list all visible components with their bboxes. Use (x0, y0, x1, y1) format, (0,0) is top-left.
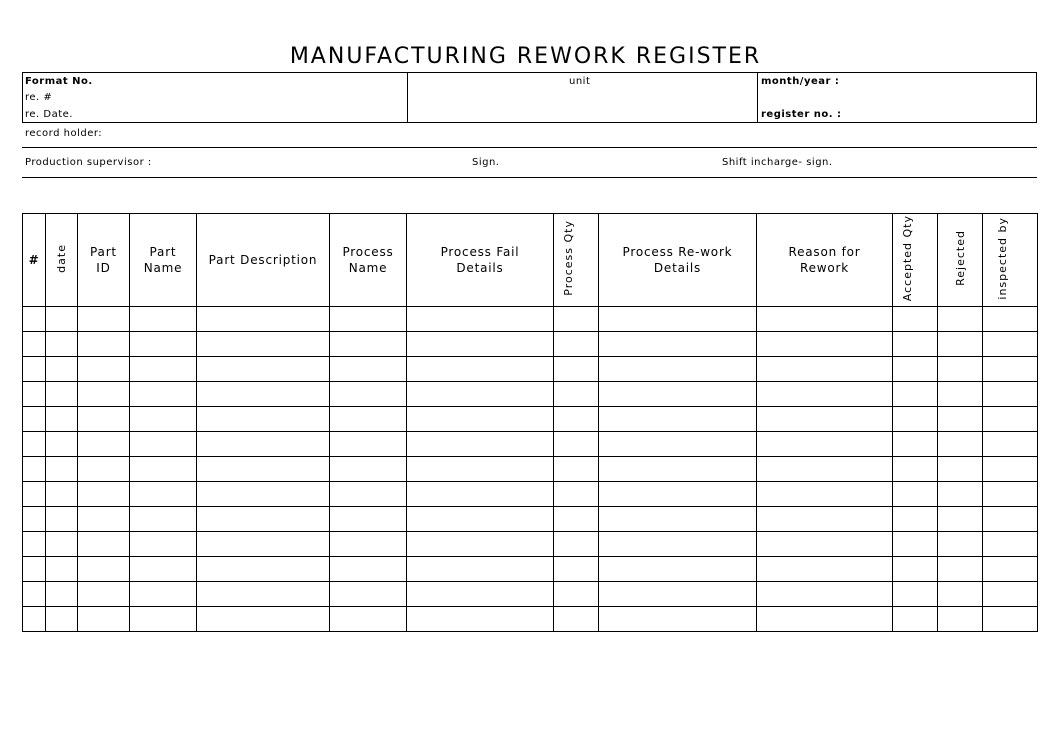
col-process-qty: Process Qty (554, 214, 599, 307)
table-cell[interactable] (599, 557, 757, 582)
table-cell[interactable] (938, 482, 983, 507)
table-cell[interactable] (983, 557, 1038, 582)
table-cell[interactable] (46, 382, 78, 407)
page-title: MANUFACTURING REWORK REGISTER (289, 44, 762, 69)
table-cell[interactable] (983, 507, 1038, 532)
table-row (23, 457, 1038, 482)
table-cell[interactable] (407, 407, 554, 432)
table-cell[interactable] (983, 357, 1038, 382)
table-row (23, 307, 1038, 332)
table-cell[interactable] (197, 332, 330, 357)
table-cell[interactable] (78, 307, 130, 332)
table-row (23, 332, 1038, 357)
table-cell[interactable] (407, 532, 554, 557)
table-cell[interactable] (46, 507, 78, 532)
table-cell[interactable] (554, 532, 599, 557)
table-cell[interactable] (197, 407, 330, 432)
table-cell[interactable] (893, 507, 938, 532)
table-cell[interactable] (554, 432, 599, 457)
col-part-description: Part Description (197, 214, 330, 307)
table-cell[interactable] (78, 532, 130, 557)
table-cell[interactable] (554, 382, 599, 407)
col-rejected: Rejected (938, 214, 983, 307)
table-cell[interactable] (197, 357, 330, 382)
table-cell[interactable] (130, 532, 197, 557)
table-cell[interactable] (983, 582, 1038, 607)
table-cell[interactable] (407, 432, 554, 457)
table-cell[interactable] (78, 507, 130, 532)
table-cell[interactable] (330, 432, 407, 457)
table-cell[interactable] (599, 307, 757, 332)
col-part-name: Part Name (130, 214, 197, 307)
table-row (23, 582, 1038, 607)
re-date-label: re. Date. (25, 109, 73, 120)
table-cell[interactable] (599, 382, 757, 407)
table-cell[interactable] (407, 307, 554, 332)
table-cell[interactable] (893, 482, 938, 507)
table-cell[interactable] (407, 382, 554, 407)
col-inspected-by: inspected by (983, 214, 1038, 307)
table-cell[interactable] (407, 507, 554, 532)
table-cell[interactable] (757, 407, 893, 432)
table-cell[interactable] (46, 582, 78, 607)
format-no-label: Format No. (25, 76, 93, 87)
record-holder-label: record holder: (25, 128, 103, 139)
table-cell[interactable] (130, 432, 197, 457)
table-cell[interactable] (938, 557, 983, 582)
table-cell[interactable] (407, 607, 554, 632)
table-cell[interactable] (757, 307, 893, 332)
col-process-fail-details: Process Fail Details (407, 214, 554, 307)
table-cell[interactable] (938, 582, 983, 607)
table-cell[interactable] (938, 357, 983, 382)
table-cell[interactable] (554, 482, 599, 507)
re-no-label: re. # (25, 92, 53, 103)
table-cell[interactable] (757, 457, 893, 482)
table-cell[interactable] (893, 557, 938, 582)
col-reason-for-rework: Reason for Rework (757, 214, 893, 307)
table-cell[interactable] (78, 482, 130, 507)
table-cell[interactable] (938, 307, 983, 332)
table-cell[interactable] (130, 357, 197, 382)
table-cell[interactable] (938, 407, 983, 432)
table-cell[interactable] (983, 482, 1038, 507)
table-cell[interactable] (893, 457, 938, 482)
table-cell[interactable] (938, 432, 983, 457)
table-cell[interactable] (330, 507, 407, 532)
table-cell[interactable] (46, 532, 78, 557)
table-cell[interactable] (893, 307, 938, 332)
table-cell[interactable] (130, 557, 197, 582)
table-cell[interactable] (757, 582, 893, 607)
table-cell[interactable] (599, 507, 757, 532)
table-cell[interactable] (130, 407, 197, 432)
col-date: date (46, 214, 78, 307)
table-cell[interactable] (757, 607, 893, 632)
shift-incharge-sign-label: Shift incharge- sign. (722, 157, 833, 168)
table-cell[interactable] (554, 607, 599, 632)
table-cell[interactable] (330, 582, 407, 607)
table-cell[interactable] (983, 532, 1038, 557)
table-cell[interactable] (46, 432, 78, 457)
table-cell[interactable] (78, 432, 130, 457)
col-part-id: Part ID (78, 214, 130, 307)
table-cell[interactable] (197, 482, 330, 507)
table-cell[interactable] (197, 507, 330, 532)
table-cell[interactable] (78, 382, 130, 407)
table-cell[interactable] (938, 332, 983, 357)
rework-table (22, 213, 1038, 632)
table-cell[interactable] (554, 507, 599, 532)
col-serial: # (23, 214, 46, 307)
table-cell[interactable] (330, 532, 407, 557)
table-cell[interactable] (130, 457, 197, 482)
table-cell[interactable] (407, 357, 554, 382)
table-cell[interactable] (983, 332, 1038, 357)
table-cell[interactable] (46, 307, 78, 332)
table-cell[interactable] (23, 432, 46, 457)
table-cell[interactable] (983, 607, 1038, 632)
table-cell[interactable] (46, 357, 78, 382)
table-cell[interactable] (983, 382, 1038, 407)
table-cell[interactable] (983, 407, 1038, 432)
table-cell[interactable] (78, 332, 130, 357)
table-cell[interactable] (130, 607, 197, 632)
table-cell[interactable] (78, 557, 130, 582)
table-cell[interactable] (938, 382, 983, 407)
table-row (23, 357, 1038, 382)
table-cell[interactable] (197, 457, 330, 482)
table-cell[interactable] (130, 307, 197, 332)
table-cell[interactable] (197, 607, 330, 632)
table-cell[interactable] (130, 332, 197, 357)
table-cell[interactable] (330, 607, 407, 632)
table-cell[interactable] (757, 557, 893, 582)
header-divider (407, 73, 408, 122)
col-accepted-qty: Accepted Qty (893, 214, 938, 307)
unit-label: unit (569, 76, 591, 87)
table-cell[interactable] (23, 457, 46, 482)
table-cell[interactable] (757, 332, 893, 357)
table-cell[interactable] (78, 457, 130, 482)
table-row (23, 607, 1038, 632)
record-holder-line (22, 147, 1037, 148)
table-cell[interactable] (46, 607, 78, 632)
table-cell[interactable] (130, 582, 197, 607)
col-process-rework-details: Process Re-work Details (599, 214, 757, 307)
table-row (23, 482, 1038, 507)
table-cell[interactable] (893, 582, 938, 607)
header-box (22, 72, 1037, 123)
table-cell[interactable] (46, 332, 78, 357)
table-cell[interactable] (330, 307, 407, 332)
table-cell[interactable] (407, 482, 554, 507)
table-cell[interactable] (599, 607, 757, 632)
table-cell[interactable] (197, 532, 330, 557)
table-cell[interactable] (23, 307, 46, 332)
table-cell[interactable] (407, 332, 554, 357)
table-cell[interactable] (23, 482, 46, 507)
table-cell[interactable] (197, 382, 330, 407)
table-cell[interactable] (46, 407, 78, 432)
table-cell[interactable] (78, 357, 130, 382)
table-cell[interactable] (983, 307, 1038, 332)
table-cell[interactable] (197, 557, 330, 582)
table-cell[interactable] (599, 482, 757, 507)
table-cell[interactable] (197, 432, 330, 457)
table-cell[interactable] (599, 432, 757, 457)
table-cell[interactable] (554, 582, 599, 607)
table-row (23, 507, 1038, 532)
table-cell[interactable] (757, 357, 893, 382)
register-no-label: register no. : (761, 109, 842, 120)
table-cell[interactable] (78, 407, 130, 432)
table-cell[interactable] (330, 332, 407, 357)
table-cell[interactable] (938, 532, 983, 557)
table-cell[interactable] (757, 507, 893, 532)
table-cell[interactable] (23, 332, 46, 357)
table-cell[interactable] (554, 557, 599, 582)
table-cell[interactable] (599, 357, 757, 382)
table-cell[interactable] (757, 482, 893, 507)
production-supervisor-label: Production supervisor : (25, 157, 152, 168)
table-row (23, 532, 1038, 557)
table-row (23, 382, 1038, 407)
table-cell[interactable] (983, 432, 1038, 457)
table-cell[interactable] (330, 557, 407, 582)
table-cell[interactable] (330, 357, 407, 382)
table-cell[interactable] (78, 607, 130, 632)
table-cell[interactable] (893, 532, 938, 557)
table-cell[interactable] (23, 507, 46, 532)
table-cell[interactable] (599, 532, 757, 557)
table-cell[interactable] (78, 582, 130, 607)
table-cell[interactable] (893, 607, 938, 632)
table-header-row (23, 214, 1038, 307)
table-cell[interactable] (599, 582, 757, 607)
table-cell[interactable] (893, 407, 938, 432)
table-cell[interactable] (599, 407, 757, 432)
table-cell[interactable] (330, 482, 407, 507)
table-cell[interactable] (23, 407, 46, 432)
table-cell[interactable] (23, 582, 46, 607)
table-cell[interactable] (893, 432, 938, 457)
sign-label: Sign. (472, 157, 500, 168)
table-cell[interactable] (23, 557, 46, 582)
table-cell[interactable] (197, 582, 330, 607)
table-cell[interactable] (599, 457, 757, 482)
table-cell[interactable] (130, 382, 197, 407)
table-cell[interactable] (130, 482, 197, 507)
table-cell[interactable] (46, 482, 78, 507)
table-cell[interactable] (757, 382, 893, 407)
month-year-label: month/year : (761, 76, 840, 87)
table-cell[interactable] (893, 357, 938, 382)
col-process-name: Process Name (330, 214, 407, 307)
table-cell[interactable] (893, 382, 938, 407)
table-row (23, 557, 1038, 582)
table-cell[interactable] (938, 457, 983, 482)
table-cell[interactable] (23, 357, 46, 382)
table-row (23, 432, 1038, 457)
table-cell[interactable] (407, 582, 554, 607)
table-body (23, 307, 1038, 632)
table-cell[interactable] (330, 382, 407, 407)
table-cell[interactable] (893, 332, 938, 357)
table-cell[interactable] (23, 607, 46, 632)
table-cell[interactable] (23, 532, 46, 557)
table-cell[interactable] (554, 457, 599, 482)
header-divider (757, 73, 758, 122)
table-row (23, 407, 1038, 432)
supervisor-line (22, 177, 1037, 178)
table-cell[interactable] (554, 407, 599, 432)
table-cell[interactable] (757, 532, 893, 557)
table-cell[interactable] (554, 357, 599, 382)
table-cell[interactable] (407, 457, 554, 482)
table-cell[interactable] (599, 332, 757, 357)
table-cell[interactable] (757, 432, 893, 457)
table-cell[interactable] (46, 457, 78, 482)
table-cell[interactable] (197, 307, 330, 332)
table-cell[interactable] (554, 332, 599, 357)
table-cell[interactable] (407, 557, 554, 582)
table-cell[interactable] (130, 507, 197, 532)
table-cell[interactable] (983, 457, 1038, 482)
table-cell[interactable] (938, 507, 983, 532)
table-cell[interactable] (330, 457, 407, 482)
table-cell[interactable] (330, 407, 407, 432)
table-cell[interactable] (938, 607, 983, 632)
table-cell[interactable] (554, 307, 599, 332)
table-cell[interactable] (23, 382, 46, 407)
table-cell[interactable] (46, 557, 78, 582)
